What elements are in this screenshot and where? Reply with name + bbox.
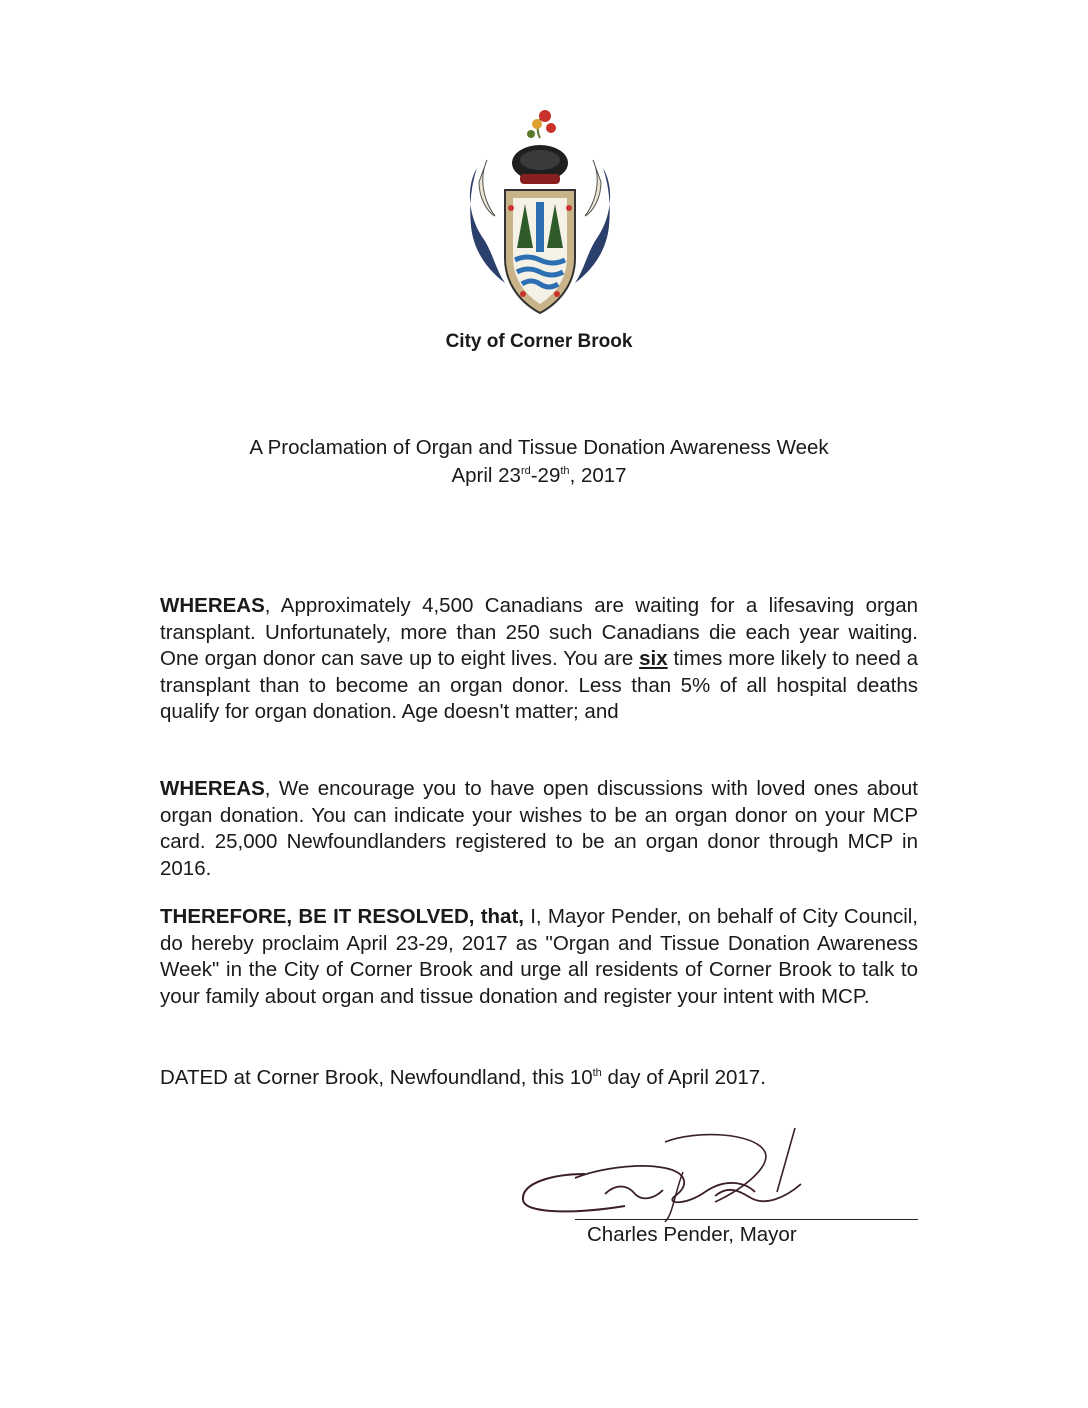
dated-text: day of April 2017. — [601, 1066, 766, 1089]
resolution-paragraph — [160, 904, 918, 1010]
paragraph-text: times more likely to need a transplant than to become an organ donor. Less than 5% of all hospital deaths qualify for organ donation. Age doesn't matter; and — [160, 647, 918, 723]
paragraph-text: I, Mayor Pender, on behalf of City Council, do hereby proclaim April 23-29, 2017 as "Organ and Tissue Donation Awareness Week" in the City of Corner Brook and urge all residents of Corner Brook to talk to your family about organ and tissue donation and register your intent with MCP. — [160, 905, 918, 1008]
date-part: -29 — [530, 464, 561, 487]
whereas-paragraph-2 — [160, 776, 918, 882]
date-superscript: th — [560, 465, 570, 477]
signer-name: Charles Pender, Mayor — [587, 1223, 797, 1246]
proclamation-title — [0, 434, 1078, 490]
signature-line — [575, 1219, 918, 1220]
whereas-lead: WHEREAS — [160, 594, 265, 617]
dated-superscript: th — [592, 1067, 602, 1079]
proclamation-title-line: A Proclamation of Organ and Tissue Donation Awareness Week — [249, 436, 829, 459]
date-part: , 2017 — [569, 464, 627, 487]
resolved-lead: THEREFORE, BE IT RESOLVED, that, — [160, 905, 524, 928]
whereas-paragraph-1 — [160, 593, 918, 726]
date-superscript: rd — [520, 465, 531, 477]
proclamation-date — [0, 462, 1078, 490]
handwritten-signature — [515, 1122, 815, 1222]
paragraph-text: , We encourage you to have open discussions with loved ones about organ donation. You can indicate your wishes to be an organ donor on your MCP card. 25,000 Newfoundlanders registered to be an organ donor through MCP in 2016. — [160, 777, 918, 880]
emphasis-text: six — [639, 647, 668, 670]
date-part: April 23 — [451, 464, 521, 487]
dated-line — [160, 1066, 766, 1090]
whereas-lead: WHEREAS — [160, 777, 265, 800]
dated-text: DATED at Corner Brook, Newfoundland, this 10 — [160, 1066, 593, 1089]
city-coat-of-arms-icon — [465, 108, 615, 323]
city-name: City of Corner Brook — [445, 331, 633, 352]
paragraph-text: , Approximately 4,500 Canadians are waiting for a lifesaving organ transplant. Unfortunately, more than 250 such Canadians die each year waiting. One organ donor can save up to eight lives. You are — [160, 594, 918, 670]
